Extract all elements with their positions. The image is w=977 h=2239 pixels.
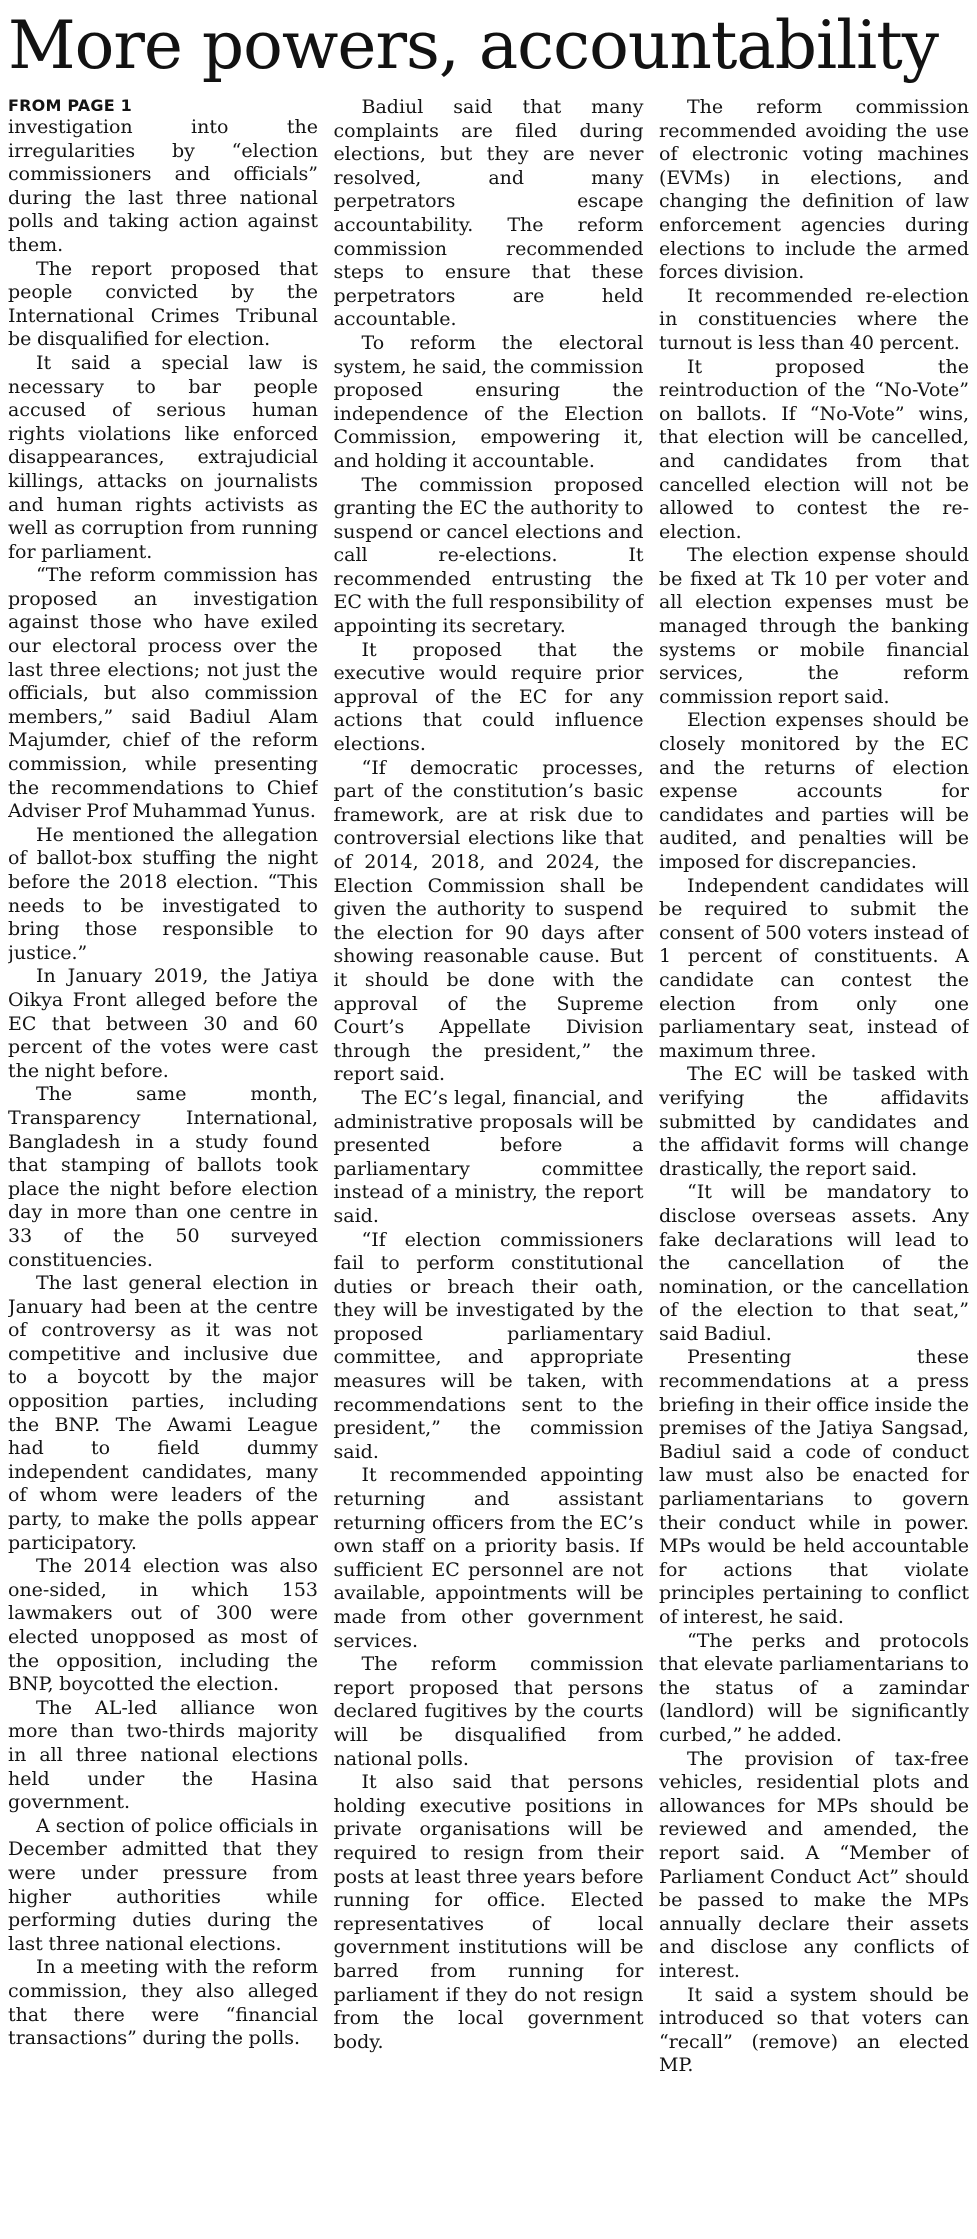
column-1 bbox=[8, 96, 318, 2231]
paragraph: In a meeting with the reform commission, they also alleged that there were “financial transactions” during the polls. bbox=[8, 1956, 318, 2050]
column-3 bbox=[659, 96, 969, 2231]
paragraph: The AL-led alliance won more than two-thirds majority in all three national elections held under the Hasina government. bbox=[8, 1696, 318, 1814]
paragraph: The last general election in January had been at the centre of controversy as it was not competitive and inclusive due to a boycott by the major opposition parties, including the BNP. The Awami League had to field dummy independent candidates, many of whom were leaders of the party, to make the polls appear participatory. bbox=[8, 1272, 318, 1554]
paragraph: A section of police officials in December admitted that they were under pressure from higher authorities while performing duties during the last three national elections. bbox=[8, 1814, 318, 1955]
paragraph: It also said that persons holding executive positions in private organisations will be required to resign from their posts at least three years before running for office. Elected representatives of local government institutions will be barred from running for parliament if they do not resign from the local government body. bbox=[333, 1771, 644, 2053]
paragraph: It recommended re-election in constituencies where the turnout is less than 40 percent. bbox=[659, 284, 969, 354]
paragraph: “The reform commission has proposed an investigation against those who have exiled our electoral process over the last three elections; not just the officials, but also commission members,” said Badiul Alam Majumder, chief of the reform commission, while presenting the recommendations to Chief Adviser Prof Muhammad Yunus. bbox=[8, 564, 318, 823]
column-2 bbox=[334, 96, 644, 2231]
paragraph: The EC will be tasked with verifying the affidavits submitted by candidates and the affidavit forms will change drastically, the report said. bbox=[659, 1063, 969, 1180]
paragraph: “If election commissioners fail to perform constitutional duties or breach their oath, they will be investigated by the proposed parliamentary committee, and appropriate measures will be taken, with recommendations sent to the president,” the commission said. bbox=[333, 1228, 644, 1463]
paragraph: It said a special law is necessary to bar people accused of serious human rights violations like enforced disappearances, extrajudicial killings, attacks on journalists and human rights activists as well as corruption from running for parliament. bbox=[8, 351, 318, 563]
continuation-kicker: FROM PAGE 1 bbox=[8, 96, 132, 115]
paragraph: Presenting these recommendations at a press briefing in their office inside the premises of the Jatiya Sangsad, Badiul said a code of conduct law must also be enacted for parliamentarians to govern their conduct while in power. MPs would be held accountable for actions that violate principles pertaining to conflict of interest, he said. bbox=[659, 1346, 969, 1628]
paragraph: To reform the electoral system, he said, the commission proposed ensuring the independence of the Election Commission, empowering it, and holding it accountable. bbox=[333, 331, 644, 472]
paragraph: The EC’s legal, financial, and administrative proposals will be presented before a parliamentary committee instead of a ministry, the report said. bbox=[333, 1086, 644, 1227]
paragraph: The reform commission report proposed that persons declared fugitives by the courts will be disqualified from national polls. bbox=[333, 1653, 644, 1770]
paragraph: In January 2019, the Jatiya Oikya Front alleged before the EC that between 30 and 60 percent of the votes were cast the night before. bbox=[8, 965, 318, 1082]
paragraph: It proposed the reintroduction of the “No-Vote” on ballots. If “No-Vote” wins, that election will be cancelled, and candidates from that cancelled election will not be allowed to contest the re-election. bbox=[659, 355, 969, 543]
paragraph: “The perks and protocols that elevate parliamentarians to the status of a zamindar (landlord) will be significantly curbed,” he added. bbox=[659, 1629, 969, 1746]
article-body bbox=[8, 96, 969, 2231]
paragraph: The commission proposed granting the EC the authority to suspend or cancel elections and call re-elections. It recommended entrusting the EC with the full responsibility of appointing its secretary. bbox=[333, 473, 644, 638]
paragraph: The provision of tax-free vehicles, residential plots and allowances for MPs should be reviewed and amended, the report said. A “Member of Parliament Conduct Act” should be passed to make the MPs annually declare their assets and disclose any conflicts of interest. bbox=[659, 1747, 969, 1982]
paragraph: “It will be mandatory to disclose overseas assets. Any fake declarations will lead to the cancellation of the nomination, or the cancellation of the election to that seat,” said Badiul. bbox=[659, 1181, 969, 1345]
paragraph: It recommended appointing returning and assistant returning officers from the EC’s own staff on a priority basis. If sufficient EC personnel are not available, appointments will be made from other government services. bbox=[333, 1464, 644, 1652]
paragraph: The same month, Transparency International, Bangladesh in a study found that stamping of ballots took place the night before election day in more than one centre in 33 of the 50 surveyed constituencies. bbox=[8, 1083, 318, 1271]
paragraph: Badiul said that many complaints are filed during elections, but they are never resolved, and many perpetrators escape accountability. The reform commission recommended steps to ensure that these perpetrators are held accountable. bbox=[333, 96, 644, 331]
paragraph: The report proposed that people convicted by the International Crimes Tribunal be disqualified for election. bbox=[8, 257, 318, 351]
headline: More powers, accountability bbox=[8, 7, 939, 84]
paragraph: Election expenses should be closely monitored by the EC and the returns of election expense accounts for candidates and parties will be audited, and penalties will be imposed for discrepancies. bbox=[659, 709, 969, 873]
paragraph: investigation into the irregularities by “election commissioners and officials” during the last three national polls and taking action against them. bbox=[8, 116, 318, 256]
paragraph: It proposed that the executive would require prior approval of the EC for any actions that could influence elections. bbox=[333, 638, 644, 756]
paragraph: Independent candidates will be required to submit the consent of 500 voters instead of 1 percent of constituents. A candidate can contest the election from only one parliamentary seat, instead of maximum three. bbox=[659, 874, 969, 1062]
paragraph: “If democratic processes, part of the constitution’s basic framework, are at risk due to controversial elections like that of 2014, 2018, and 2024, the Election Commission shall be given the authority to suspend the election for 90 days after showing reasonable cause. But it should be done with the approval of the Supreme Court’s Appellate Division through the president,” the report said. bbox=[333, 756, 644, 1086]
paragraph: The 2014 election was also one-sided, in which 153 lawmakers out of 300 were elected unopposed as most of the opposition, including the BNP, boycotted the election. bbox=[8, 1555, 318, 1696]
paragraph: It said a system should be introduced so that voters can “recall” (remove) an elected MP. bbox=[659, 1983, 969, 2077]
paragraph: The election expense should be fixed at Tk 10 per voter and all election expenses must be managed through the banking systems or mobile financial services, the reform commission report said. bbox=[659, 544, 969, 708]
paragraph: The reform commission recommended avoiding the use of electronic voting machines (EVMs) in elections, and changing the definition of law enforcement agencies during elections to include the armed forces division. bbox=[659, 96, 969, 284]
paragraph: He mentioned the allegation of ballot-box stuffing the night before the 2018 election. “This needs to be investigated to bring those responsible to justice.” bbox=[8, 823, 318, 964]
